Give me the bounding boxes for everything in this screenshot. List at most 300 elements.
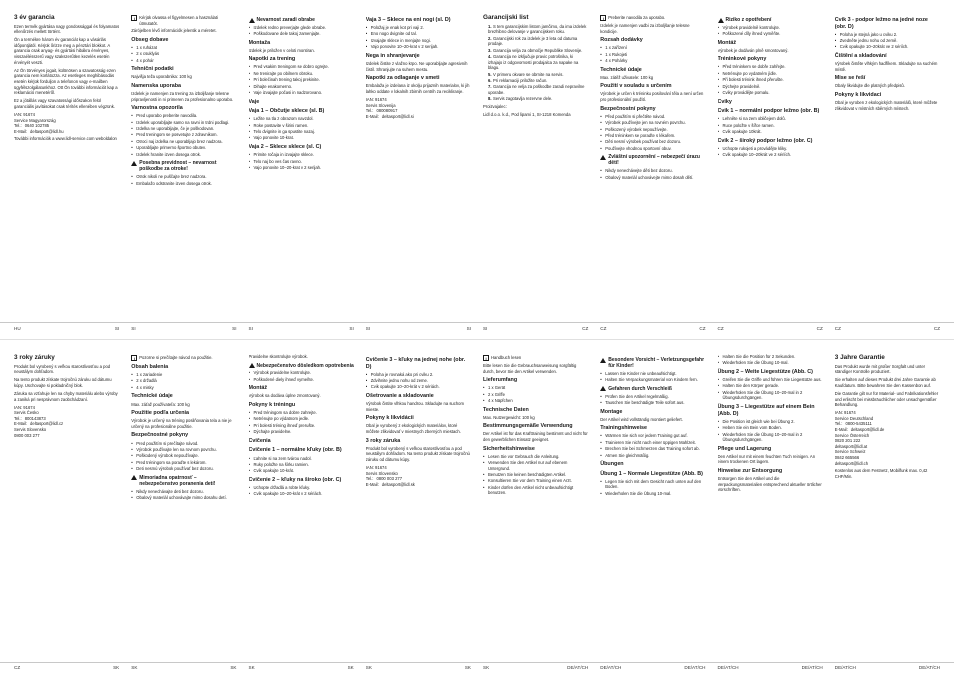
warning-heading: Posebna previdnost – nevarnost poškodbe za otroke!: [131, 160, 236, 172]
section-heading: Pokyny k tréningu: [248, 401, 296, 408]
ian-number: IAN: 91674: [14, 111, 35, 117]
bottom-col-8: [835, 354, 940, 654]
section-heading: Bestimmungsgemäße Verwendung: [483, 423, 573, 430]
list-item: • 4 x Pohárky: [600, 58, 705, 64]
list-item: • Výrobok používajte len na rovnom povrchu.: [131, 447, 236, 453]
warning-list: [600, 394, 705, 406]
list-item: • Poškodovane dele takoj zamenjajte.: [249, 31, 354, 37]
list-item: • 1 x Rukojeti: [600, 52, 705, 58]
list-item: • Cvik opakujte 10krát.: [718, 129, 823, 135]
scope-list: [131, 372, 236, 390]
list-item: • Greifen Sie die Griffe und führen Sie Liegestütze aus.: [718, 377, 823, 383]
ian-number: IAN: 91674: [14, 404, 35, 410]
section-heading: Technické údaje: [600, 66, 642, 73]
paragraph: Der Artikel wird vollständig montiert geliefert.: [600, 416, 683, 422]
list-item: • Tauschen Sie beschädigte Teile sofort aus.: [600, 400, 705, 406]
list-item: • 2 x csuklyás: [131, 51, 236, 57]
top-footer: [14, 326, 940, 334]
list-item: • 2 x Griffe: [483, 392, 588, 398]
top-columns: [14, 14, 940, 314]
paragraph: Ön a termékre három év garanciát kap a vásárlás időpontjától. Kérjük őrizze meg a pénztári blokkot. A garancia csak anyag- és gyártási hibákra érvényes, visszaélésszerű vagy szakszerűtlen kezelés esetén érvényét veszti.: [14, 37, 110, 65]
bottom-col-3: [249, 354, 354, 654]
list-item: • Verwenden Sie den Artikel nur auf ebenem Untergrund.: [483, 460, 588, 471]
list-item: • Netrénujte po výdatnom jedle.: [249, 416, 354, 422]
footer-divider: [0, 322, 954, 323]
scope-list: [600, 45, 705, 63]
top-col-3: [249, 14, 354, 314]
list-item: • Wiederholen Sie die Übung 10-mal.: [718, 360, 823, 366]
manual-icon: i: [131, 15, 137, 21]
paragraph: Sie erhalten auf dieses Produkt drei Jahre Garantie ab Kaufdatum. Bitte bewahren Sie den Kassenbon auf.: [834, 377, 936, 388]
warning-list: [249, 370, 354, 382]
list-item: • Otrok nikoli ne puščajte brez nadzora.: [131, 174, 236, 180]
warning-heading: Gefahren durch Verschleiß: [600, 386, 705, 392]
paragraph: Výrobek je dodáván plně smontovaný.: [717, 47, 789, 53]
seller-address: Lidl d.o.o. k.d., Pod lipami 1, SI-1218 Komenda: [483, 112, 571, 118]
section-heading: Hinweise zur Entsorgung: [717, 467, 783, 474]
list-item: • 1 x ruházat: [131, 45, 236, 51]
exercise-list: [366, 25, 471, 50]
tips-list: [600, 433, 705, 458]
list-item: • Před tréninkem se dobře zahřejte.: [718, 64, 823, 70]
list-item: • Uchopte rukojeti a provádějte kliky.: [718, 146, 823, 152]
list-item: • Obalový materiál uchovávejte mimo dosah dětí.: [600, 175, 705, 181]
list-item: • Wärmen Sie sich vor jedem Training gut auf.: [600, 433, 705, 439]
ian-number: IAN: 91674: [365, 96, 387, 102]
top-col-2: [131, 14, 236, 314]
paragraph: Die Garantie gilt nur für Material- und Fabrikationsfehler und erlischt bei missbräuchlicher oder unsachgemäßer Behandlung.: [834, 390, 939, 408]
safety-list: [131, 113, 236, 157]
exercise-list: [249, 485, 354, 497]
list-item: • Konsultieren Sie vor dem Training einen Arzt.: [483, 478, 588, 484]
exercise-heading: Cvik 3 - podpor ležmo na jedné noze (obr. D): [834, 17, 928, 30]
paragraph: Max. záťaž používateľa: 100 kg: [131, 401, 190, 407]
list-item: • Roke postavite v širini ramen.: [249, 123, 354, 129]
warning-list: [600, 168, 705, 180]
paragraph: Na tento produkt získate trojročnú záruku od dátumu kúpy. Uschovajte si pokladničný blok.: [14, 377, 112, 388]
section-heading: Montage: [600, 408, 623, 415]
list-item: • Pri bolečinah trening takoj prekinite.: [249, 77, 354, 83]
list-item: • Wiederholen Sie die Übung 10-mal.: [600, 491, 705, 497]
exercise-list: [249, 456, 354, 474]
paragraph: Najvišja teža uporabnika: 100 kg: [131, 74, 192, 80]
list-item: • Obalový materiál uchovávajte mimo dosahu detí.: [131, 495, 236, 501]
list-item: • Poloha je rovnaká ako pri cviku 2.: [366, 372, 471, 378]
footer-cell: SK SK: [365, 665, 471, 670]
list-item: • Izdelek redno preverjajte glede obrabe.: [249, 25, 354, 31]
paragraph: Obal je vyroben z ekologických materiálů, které můžete zlikvidovat v místních sběrných místech.: [834, 100, 938, 111]
paragraph: Das Produkt wurde mit großer Sorgfalt und unter ständiger Kontrolle produziert.: [834, 363, 926, 375]
exercise-heading: Übung 3 – Liegestütze auf einem Bein (Abb. D): [717, 404, 815, 417]
service-address: [366, 97, 471, 119]
warning-icon: [131, 475, 137, 480]
section-heading: Varnostna opozorila: [131, 105, 183, 112]
tel-value: 0820 201 222: [834, 438, 861, 444]
list-item: • Poloha je stejná jako u cviku 2.: [835, 32, 940, 38]
list-item: • Ne trenirajte po obilnem obroku.: [249, 71, 354, 77]
section-heading: Namenska uporaba: [131, 82, 181, 89]
exercise-list: [249, 116, 354, 141]
email-link[interactable]: deltasport@lidl.at: [834, 443, 868, 449]
list-item: • Vaje izvajajte počasi in nadzorovano.: [249, 90, 354, 96]
paragraph: Výrobok čistite vlhkou handrou. Skladujte na suchom mieste.: [365, 401, 464, 412]
safety-list: [600, 114, 705, 152]
list-item: 2. Garancijski rok za izdelek je 3 leta od datuma prodaje.: [488, 35, 578, 47]
list-item: 8. Servis zagotavlja rezervne dele.: [488, 96, 553, 102]
list-item: • Uchopte držadlá a robte kľuky.: [249, 485, 354, 491]
list-item: • 4 x misky: [131, 385, 236, 391]
list-item: • Výrobek používejte jen na rovném povrchu.: [600, 120, 705, 126]
exercise-heading: Cvičenie 1 – normálne kľuky (obr. B): [248, 447, 342, 454]
exercise-heading: Cvičenie 2 – kľuky na široko (obr. C): [248, 476, 342, 483]
warning-heading: Nebezpečenstvo dôsledkom opotrebenia: [249, 363, 354, 369]
exercise-list: [718, 354, 823, 366]
info-box: i Handbuch lesen: [483, 355, 588, 361]
tel-value: 0842 665566: [834, 455, 860, 460]
list-item: • Pred tréningom sa poraďte s lekárom.: [131, 460, 236, 466]
footer-cell: DE/AT/CH DE/AT/CH: [600, 665, 706, 670]
list-item: • Telo naj bo ves čas ravno.: [249, 159, 354, 165]
list-item: • Lassen Sie Kinder nie unbeaufsichtigt.: [600, 371, 705, 377]
section-heading: Pokyny k likvidácii: [365, 415, 414, 422]
tel-row: Tel.: 080080917: [365, 108, 398, 114]
list-item: • Nikdy nenechávejte děti bez dozoru.: [600, 168, 705, 174]
list-item: • Die Position ist gleich wie bei Übung 2.: [718, 419, 823, 425]
bottom-col-5: [483, 354, 588, 654]
list-item: • Poškodené diely ihneď vymeňte.: [249, 377, 354, 383]
ian-number: IAN: 91674: [834, 410, 856, 416]
section-heading: Použitie podľa určenia: [131, 410, 190, 417]
scope-list: [131, 45, 236, 63]
list-item: • Benutzen Sie keinen beschädigten Artikel.: [483, 472, 588, 478]
exercise-heading: Vaja 1 – Občutje sklece (sl. B): [248, 108, 325, 115]
bottom-col-1: [14, 354, 119, 654]
list-item: • Poškozený výrobek nepoužívejte.: [600, 127, 705, 133]
list-item: • Vajo ponovite 10-krat.: [249, 135, 354, 141]
section-title: 3 Jahre Garantie: [834, 354, 885, 361]
top-col-4: [366, 14, 471, 314]
warning-icon: [600, 358, 606, 363]
manual-icon: i: [483, 355, 489, 361]
bottom-col-6: [600, 354, 705, 654]
info-box: i Pozorne si prečítajte návod na použitie.: [131, 355, 236, 361]
paragraph: Produkt bol vyrobený s veľkou starostlivosťou a pod neustálym dohľadom.: [14, 363, 111, 375]
service-address: [835, 410, 940, 466]
footer-cell: CZ CZ: [717, 326, 823, 331]
section-heading: Montáž: [248, 385, 268, 392]
footer-cell: SI SI: [131, 326, 237, 331]
list-item: • Brechen Sie bei Schmerzen das Training sofort ab.: [600, 446, 705, 452]
warning-list: [600, 371, 705, 383]
list-item: • Izdelek hranite izven dosega otrok.: [131, 152, 236, 158]
list-item: • Pri bolesti tréning ihneď prerušte.: [249, 423, 354, 429]
list-item: • Cviky provádějte pomalu.: [718, 90, 823, 96]
section-heading: Čištění a skladování: [834, 53, 887, 60]
warning-list: [249, 25, 354, 37]
footer-cell: SI SI: [248, 326, 354, 331]
tel-value: 0800 003 277: [14, 432, 40, 438]
email-row: E-Mail: deltasport@lidl.si: [365, 113, 414, 119]
info-box: i Preberite navodila za uporabo.: [600, 15, 705, 21]
list-item: • Pred použitím si prečítajte návod.: [131, 441, 236, 447]
bottom-page-spread: [0, 339, 954, 677]
list-item: • Deti nesmú výrobok používať bez dozoru.: [131, 466, 236, 472]
list-item: • Heben Sie ein Bein vom Boden.: [718, 425, 823, 431]
list-item: 5. V primeru okvare se obrnite na servis.: [488, 71, 564, 77]
list-item: • Cvik opakujte 10–20krát ve 2 sériích.: [835, 44, 940, 50]
list-item: • Ruky položte na šírku ramien.: [249, 462, 354, 468]
email-row: E-Mail: deltasport@lidl.hu: [14, 128, 64, 134]
warning-icon: [249, 18, 255, 23]
service-address: [14, 405, 119, 439]
footer-cell: SI SI: [365, 326, 471, 331]
paragraph: Výrobek je určen k tréninku posilování těla a není určen pro profesionální použití.: [600, 91, 704, 103]
list-item: • 4 x Näpfchen: [483, 398, 588, 404]
service-name: Servis Česko: [14, 410, 39, 416]
section-heading: Trainingshinweise: [600, 425, 647, 432]
top-page-spread: [0, 0, 954, 338]
section-heading: Montaža: [248, 39, 271, 46]
list-item: • Zdvihnite jednu nohu od zeme.: [366, 378, 471, 384]
paragraph: Az Ön törvényes jogait, különösen a szavatosság ezen garancia nem korlátozza. Az esetleges meghibásodás esetén kérjük forduljon a telefonon vagy e-mailben ügyfélszolgálatunkhoz. Ott Ön további információt kap a reklamáció menetéről.: [14, 67, 118, 96]
safety-list: [131, 441, 236, 472]
email-row: E-Mail: deltasport@lidl.cz: [14, 421, 64, 427]
section-heading: Sicherheitshinweise: [483, 445, 535, 452]
paragraph: Bitte lesen Sie die Gebrauchsanweisung sorgfältig durch, bevor Sie den Artikel verwenden.: [483, 363, 577, 374]
list-item: • Izvajajte sklece in menjajte nogi.: [366, 38, 471, 44]
list-item: • Výrobok pravidelne kontrolujte.: [249, 370, 354, 376]
list-item: 6. Pri reklamaciji priložite račun.: [488, 77, 548, 83]
list-item: • Před tréninkem se poraďte s lékařem.: [600, 133, 705, 139]
tel-row: Tel.: 0640 102785: [14, 123, 50, 129]
paragraph: Embalaža je izdelana iz okolju prijaznih materialov, ki jih lahko oddate v lokalnih zbirnih centrih za recikliranje.: [365, 83, 470, 94]
section-heading: Technische Daten: [483, 406, 529, 413]
list-item: • 4 x pohár: [131, 58, 236, 64]
section-heading: Tehnični podatki: [131, 66, 174, 73]
section-heading: Napotki za odlaganje v smeti: [365, 75, 440, 82]
paragraph: Výrobek čistěte vlhkým hadříkem. Skladujte na suchém místě.: [834, 61, 938, 72]
list-item: • Prüfen Sie den Artikel regelmäßig.: [600, 394, 705, 400]
list-item: • Trainieren Sie nicht nach einer üppigen Mahlzeit.: [600, 440, 705, 446]
paragraph: Ezen termék gyártása nagy gondossággal és folyamatos ellenőrzés mellett történt.: [14, 23, 120, 35]
tel-row: Tel.: 0800 003 277: [365, 476, 403, 482]
section-heading: Cviky: [717, 98, 732, 105]
list-item: • Používejte vhodnou sportovní obuv.: [600, 146, 705, 152]
section-title: 3 roky záruky: [14, 354, 55, 361]
list-item: • Pred uporabo preberite navodila.: [131, 113, 236, 119]
exercise-list: [718, 377, 823, 401]
list-item: • Izdelka ne uporabljajte, če je poškodovan.: [131, 126, 236, 132]
paragraph: Izdelek čistite z vlažno krpo. Ne uporabljajte agresivnih čistil. Shranjujte na suhem mestu.: [365, 60, 468, 72]
list-item: • 1 x Gerät: [483, 385, 588, 391]
ian-number: IAN: 91674: [365, 465, 387, 470]
paragraph: Izdelek je namenjen za trening za izboljšanje telesne pripravljenosti in ni primeren za profesionalno uporabo.: [131, 91, 234, 102]
warning-icon: [131, 161, 137, 166]
paragraph: Den Artikel nur mit einem feuchten Tuch reinigen. An einem trockenen Ort lagern.: [717, 453, 816, 465]
top-col-7: [718, 14, 823, 314]
exercise-list: [718, 116, 823, 134]
list-item: • Vajo ponovite 10–20-krat v 2 serijah.: [249, 165, 354, 171]
list-item: • Při bolesti trénink ihned přerušte.: [718, 77, 823, 83]
section-heading: Lieferumfang: [483, 377, 518, 384]
tips-list: [249, 64, 354, 95]
paragraph: Entsorgen Sie den Artikel und die Verpackungsmaterialien entsprechend aktueller örtlicher Vorschriften.: [717, 476, 822, 493]
paragraph: Max. Nutzergewicht: 100 kg: [483, 414, 535, 420]
email-link[interactable]: deltasport@lidl.hu: [30, 128, 64, 134]
list-item: • Cvik opakujte 10–20krát ve 2 sériích.: [718, 152, 823, 158]
section-heading: 3 roky záruka: [365, 437, 401, 444]
list-item: • Pred treningom se posvetujte z zdravnikom.: [131, 132, 236, 138]
scope-list: [483, 385, 588, 403]
list-item: • Ruce položte v šířce ramen.: [718, 123, 823, 129]
paragraph: Max. zátěž uživatele: 100 kg: [600, 74, 654, 80]
list-item: 3. Garancija velja za območje Republike Slovenije.: [488, 47, 583, 53]
service-name: Service Schweiz: [834, 449, 866, 455]
list-item: • Halten Sie den Körper gerade.: [718, 383, 823, 389]
list-item: • Eno nogo dvignite od tal.: [366, 31, 471, 37]
tips-list: [249, 410, 354, 435]
list-item: • Atmen Sie gleichmäßig.: [600, 453, 705, 459]
warning-list: [131, 174, 236, 186]
email-link[interactable]: deltasport@lidl.sk: [381, 481, 415, 487]
footer-cell: CZ SK: [14, 665, 120, 670]
list-item: • Dýchejte pravidelně.: [718, 84, 823, 90]
top-col-6: [600, 14, 705, 314]
warning-icon: [249, 363, 255, 368]
bottom-col-7: [718, 354, 823, 654]
section-heading: Cvičenia: [248, 437, 271, 444]
bottom-col-2: [131, 354, 236, 654]
list-item: • Poškozené díly ihned vyměňte.: [718, 31, 823, 37]
section-heading: Montáž: [717, 39, 737, 46]
service-name: Servis Slovensko: [365, 470, 398, 476]
list-item: • Cvik opakujte 10–20-krát v 2 sériách.: [366, 384, 471, 390]
list-item: • Halten Sie die Position für 2 Sekunden.: [718, 354, 823, 360]
list-item: • Děti nesmí výrobek používat bez dozoru.: [600, 139, 705, 145]
paragraph: Izdelek je namenjen vadbi za izboljšanje telesne kondicije.: [600, 23, 690, 34]
email-link[interactable]: deltasport@lidl.cz: [30, 421, 64, 427]
list-item: • Vajo ponovite 10–20-krat v 2 serijah.: [366, 44, 471, 50]
list-item: 4. Garancija ne izključuje pravic potrošnika, ki izhajajo iz odgovornosti prodajalca za napake na blagu.: [488, 53, 579, 71]
list-item: • Wiederholen Sie die Übung 10–20-mal in 2 Übungsdurchgängen.: [718, 390, 823, 401]
list-item: • Uporabljajte primerno športno obutev.: [131, 145, 236, 151]
guarantee-list: [483, 24, 588, 102]
list-item: • Dýchajte pravidelne.: [249, 429, 354, 435]
paragraph: Zárójelben lévő információk jelentik a méretet.: [131, 28, 217, 34]
footer-cell: SK SK: [248, 665, 354, 670]
exercise-list: [718, 419, 823, 443]
exercise-list: [366, 372, 471, 390]
warning-icon: [600, 155, 606, 160]
exercise-heading: Cvik 1 – normální podpor ležmo (obr. B): [717, 108, 820, 115]
list-item: • Kinder dürfen den Artikel nicht unbeaufsichtigt benutzen.: [483, 485, 588, 496]
paragraph: Výrobok sa dodáva úplne zmontovaný.: [248, 393, 321, 399]
list-item: • Telo dvignite in ga spustite nazaj.: [249, 129, 354, 135]
top-col-1: [14, 14, 119, 314]
list-item: • Dihajte enakomerno.: [249, 84, 354, 90]
note: Kostenlos aus dem Festnetz, Mobilfunk max. 0,42 CHF/Min.: [834, 468, 928, 479]
section-heading: Obsah balenia: [131, 364, 169, 370]
paragraph: Der Artikel ist für das Krafttraining bestimmt und nicht für den gewerblichen Einsatz geeignet.: [483, 431, 588, 443]
warning-list: [718, 25, 823, 37]
exercise-heading: Vaja 2 – Sklece sklece (sl. C): [248, 144, 322, 151]
section-heading: Mise se řeší: [834, 75, 866, 82]
email-link[interactable]: deltasport@lidl.de: [850, 427, 885, 433]
service-name: Service Magyarország: [14, 117, 56, 123]
section-heading: Tréninkové pokyny: [717, 56, 767, 63]
list-item: • Izdelek uporabljajte samo na ravni in trdni podlagi.: [131, 120, 236, 126]
footer-cell: DE/AT/CH DE/AT/CH: [834, 665, 940, 670]
paragraph: Obaly likvidujte dle platných předpisů.: [834, 83, 905, 89]
paragraph: Obal je vyrobený z ekologických materiálov, ktoré môžete zlikvidovať v miestnych zberných miestach.: [365, 423, 461, 435]
note: További információk a www.lidl-service.com weboldalon: [14, 136, 117, 142]
list-item: • Cvik opakujte 10-krát.: [249, 468, 354, 474]
section-heading: Übungen: [600, 461, 624, 468]
bottom-col-4: [366, 354, 471, 654]
paragraph: Pravidelne skontrolujte výrobok.: [248, 354, 308, 359]
list-item: • Legen Sie sich mit dem Gesicht nach unten auf den Boden.: [600, 479, 705, 490]
bottom-columns: [14, 354, 940, 654]
section-heading: Bezpečnostné pokyny: [131, 432, 189, 439]
exercise-list: [600, 479, 705, 497]
section-heading: Napotki za trening: [248, 56, 296, 63]
section-heading: Pokyny k likvidaci: [834, 92, 882, 99]
list-item: • Ležite na tla z obrazom navzdol.: [249, 116, 354, 122]
list-item: • Před použitím si přečtěte návod.: [600, 114, 705, 120]
warning-icon: [600, 386, 606, 391]
warning-heading: Zvláštní upozornění – nebezpečí úrazu dětí!: [600, 154, 705, 166]
top-col-5: [483, 14, 588, 314]
service-name: Servis Slovenija: [365, 102, 396, 108]
seller-label: Proizvajalec:: [483, 104, 507, 110]
section-heading: Technické údaje: [131, 393, 173, 400]
paragraph: Ez a jótállás vagy szavatossági időszakon felül garanciális javításokat csak térítés ellenében végzünk.: [14, 98, 116, 109]
list-item: • Lehněte si na zem obličejem dolů.: [718, 116, 823, 122]
exercise-heading: Vaja 3 – Sklece na eni nogi (sl. D): [365, 17, 451, 23]
warning-icon: [718, 18, 724, 23]
exercise-heading: Übung 1 – Normale Liegestütze (Abb. B): [600, 470, 703, 477]
paragraph: Výrobok je určený na tréning posilňovania tela a nie je určený na profesionálne použitie.: [131, 418, 232, 429]
email-link[interactable]: deltasport@lidl.ch: [834, 460, 869, 466]
footer-cell: CZ CZ: [834, 326, 940, 331]
section-heading: Bezpečnostní pokyny: [600, 105, 656, 112]
email-row: E-Mail: deltasport@lidl.sk: [365, 481, 415, 487]
list-item: • Cvik opakujte 10–20-krát v 2 sériách.: [249, 491, 354, 497]
warning-heading: Nevarnost zaradi obrabe: [249, 17, 354, 23]
exercise-heading: Cvičenie 3 – kľuky na jednej nohe (obr. D): [365, 357, 466, 370]
list-item: • Položaj je enak kot pri vaji 2.: [366, 25, 471, 31]
list-item: • 1 x zařízení: [600, 45, 705, 51]
paragraph: Izdelek je priložen v celoti montiran.: [248, 47, 315, 53]
footer-cell: SK DE/AT/CH: [483, 665, 589, 670]
list-item: • Zvedněte jednu nohu od země.: [835, 38, 940, 44]
list-item: • 2 x držadlá: [131, 378, 236, 384]
section-title: 3 év garancia: [14, 14, 55, 21]
list-item: • Otroci naj izdelka ne uporabljajo brez nadzora.: [131, 139, 236, 145]
list-item: • Embalažo odstranite izven dosega otrok.: [131, 181, 236, 187]
email-link[interactable]: deltasport@lidl.si: [381, 113, 414, 119]
section-heading: Obseg dobave: [131, 36, 169, 43]
warning-heading: Besondere Vorsicht – Verletzungsgefahr für Kinder!: [600, 357, 705, 369]
list-item: • Pred tréningom sa dobre zahrejte.: [249, 410, 354, 416]
service-name: Service Deutschland: [834, 415, 874, 421]
footer-cell: SI CZ: [483, 326, 589, 331]
section-title: Garancijski list: [483, 14, 529, 21]
list-item: • Halten Sie Verpackungsmaterial von Kindern fern.: [600, 377, 705, 383]
list-item: • Nikdy nenechávajte deti bez dozoru.: [131, 489, 236, 495]
service-address: [366, 465, 471, 487]
warning-heading: Riziko z opotřebení: [718, 17, 823, 23]
